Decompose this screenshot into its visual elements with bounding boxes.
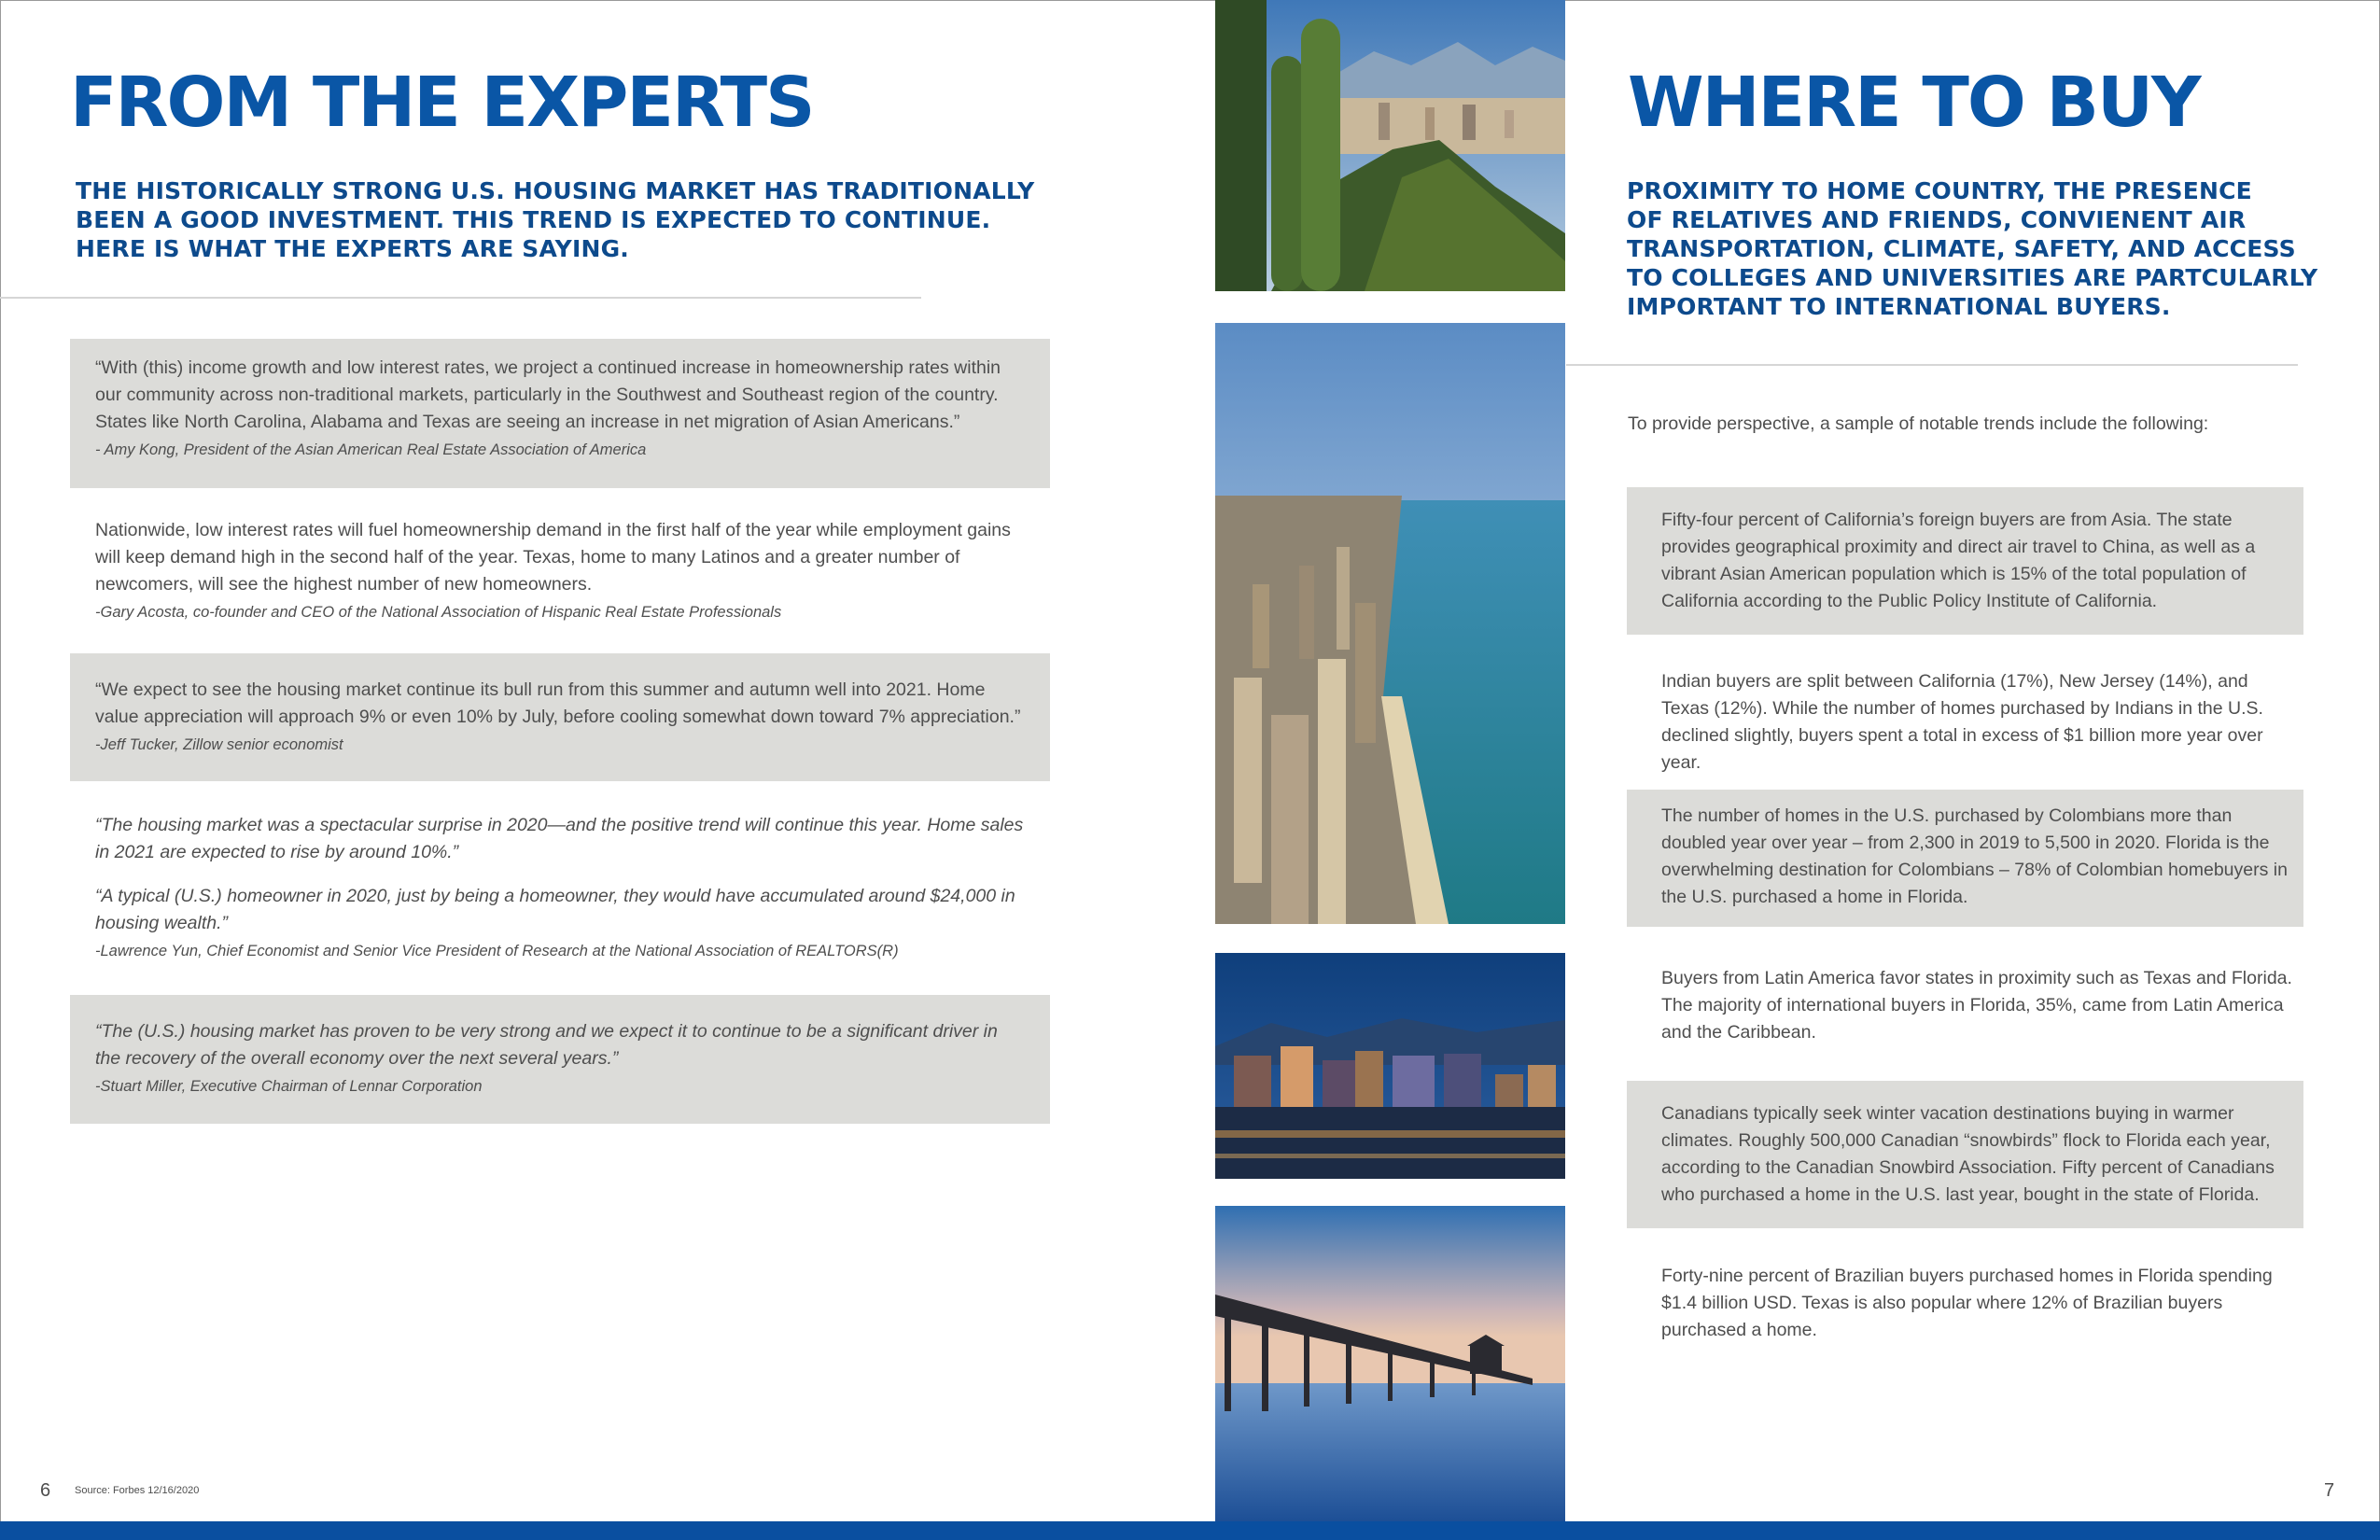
left-subheading-line: HERE IS WHAT THE EXPERTS ARE SAYING.: [76, 235, 629, 262]
quote-text: “The housing market was a spectacular surprise in 2020—and the positive trend will continue this year. Home sales in 2021 are expected to rise by around 10%.”: [95, 815, 1024, 862]
right-subheading-line: TO COLLEGES AND UNIVERSITIES ARE PARTCULARLY: [1627, 264, 2318, 291]
trend-item: [1627, 487, 2303, 635]
photo-desert-city: [1215, 0, 1565, 291]
quote-attribution: -Lawrence Yun, Chief Economist and Senior Vice President of Research at the National Association of REALTORS(R): [95, 943, 899, 959]
trend-text: The number of homes in the U.S. purchased by Colombians more than doubled year over year – from 2,300 in 2019 to 5,500 in 2020. Florida is the overwhelming destination for Colombians – 78% of Colombian homebuyers in the U.S. purchased a home in Florida.: [1661, 805, 2288, 907]
right-subheading: [1627, 176, 2317, 321]
page-number-right: 7: [2324, 1480, 2335, 1501]
left-subheading: [76, 176, 1034, 263]
quote-text: Nationwide, low interest rates will fuel homeownership demand in the first half of the year while employment gains will keep demand high in the second half of the year. Texas, home to many Latinos and a greater number of newcomers, will see the highest number of new homeowners.: [95, 520, 1011, 595]
photo-coastal-city: [1215, 323, 1565, 924]
left-subheading-line: BEEN A GOOD INVESTMENT. THIS TREND IS EXPECTED TO CONTINUE.: [76, 206, 991, 233]
quote-text: “With (this) income growth and low interest rates, we project a continued increase in homeownership rates within our community across non-traditional markets, particularly in the Southwest and Southeast region of the country. States like North Carolina, Alabama and Texas are seeing an increase in net migration of Asian Americans.”: [95, 357, 1001, 432]
footer-bar: [0, 1521, 2380, 1540]
right-subheading-line: PROXIMITY TO HOME COUNTRY, THE PRESENCE: [1627, 177, 2252, 204]
photo-pier-sunset: [1215, 1206, 1565, 1521]
photo-night-city: [1215, 953, 1565, 1179]
page-title-left: FROM THE EXPERTS: [70, 63, 814, 143]
expert-quote: [70, 798, 1050, 971]
expert-quote: [70, 499, 1050, 639]
trend-text: Buyers from Latin America favor states in proximity such as Texas and Florida. The majority of international buyers in Florida, 35%, came from Latin America and the Caribbean.: [1661, 968, 2292, 1043]
quote-attribution: -Gary Acosta, co-founder and CEO of the National Association of Hispanic Real Estate Professionals: [95, 604, 782, 621]
trend-item: [1627, 951, 2303, 1063]
left-divider: [0, 297, 921, 299]
trend-item: [1627, 790, 2303, 927]
quote-text: “We expect to see the housing market continue its bull run from this summer and autumn well into 2021. Home value appreciation will approach 9% or even 10% by July, before cooling somewhat down toward 7% appreciation.”: [95, 679, 1021, 727]
trend-text: Fifty-four percent of California’s foreign buyers are from Asia. The state provides geographical proximity and direct air travel to China, as well as a vibrant Asian American population which is 15% of the total population of California according to the Public Policy Institute of California.: [1661, 510, 2256, 611]
quote-attribution: - Amy Kong, President of the Asian American Real Estate Association of America: [95, 441, 647, 458]
trend-text: Forty-nine percent of Brazilian buyers purchased homes in Florida spending $1.4 billion USD. Texas is also popular where 12% of Brazilian buyers purchased a home.: [1661, 1266, 2273, 1340]
quote-attribution: -Jeff Tucker, Zillow senior economist: [95, 736, 343, 753]
trend-item: [1627, 653, 2303, 773]
trend-item: [1627, 1081, 2303, 1228]
right-subheading-line: IMPORTANT TO INTERNATIONAL BUYERS.: [1627, 293, 2171, 320]
expert-quote: [70, 653, 1050, 781]
left-subheading-line: THE HISTORICALLY STRONG U.S. HOUSING MARKET HAS TRADITIONALLY: [76, 177, 1035, 204]
quote-text: “The (U.S.) housing market has proven to be very strong and we expect it to continue to be a significant driver in the recovery of the overall economy over the next several years.”: [95, 1021, 998, 1069]
trend-text: Canadians typically seek winter vacation destinations buying in warmer climates. Roughly 500,000 Canadian “snowbirds” flock to Florida each year, according to the Canadian Snowbird Association. Fifty percent of Canadians who purchased a home in the U.S. last year, bought in the state of Florida.: [1661, 1103, 2275, 1205]
page-title-right: WHERE TO BUY: [1628, 63, 2200, 143]
trend-item: [1627, 1249, 2303, 1351]
quote-attribution: -Stuart Miller, Executive Chairman of Lennar Corporation: [95, 1078, 483, 1095]
source-note: Source: Forbes 12/16/2020: [75, 1485, 200, 1496]
right-divider: [1566, 364, 2298, 366]
page-number-left: 6: [40, 1480, 51, 1501]
expert-quote: [70, 339, 1050, 488]
right-subheading-line: TRANSPORTATION, CLIMATE, SAFETY, AND ACCESS: [1627, 235, 2296, 262]
right-subheading-line: OF RELATIVES AND FRIENDS, CONVIENENT AIR: [1627, 206, 2247, 233]
quote-text-second: “A typical (U.S.) homeowner in 2020, just by being a homeowner, they would have accumulated around $24,000 in housing wealth.”: [95, 886, 1015, 933]
expert-quote: [70, 995, 1050, 1124]
trend-text: Indian buyers are split between California (17%), New Jersey (14%), and Texas (12%). While the number of homes purchased by Indians in the U.S. declined slightly, buyers spent a total in excess of $1 billion more year over year.: [1661, 671, 2263, 773]
trends-intro: To provide perspective, a sample of notable trends include the following:: [1628, 413, 2209, 434]
